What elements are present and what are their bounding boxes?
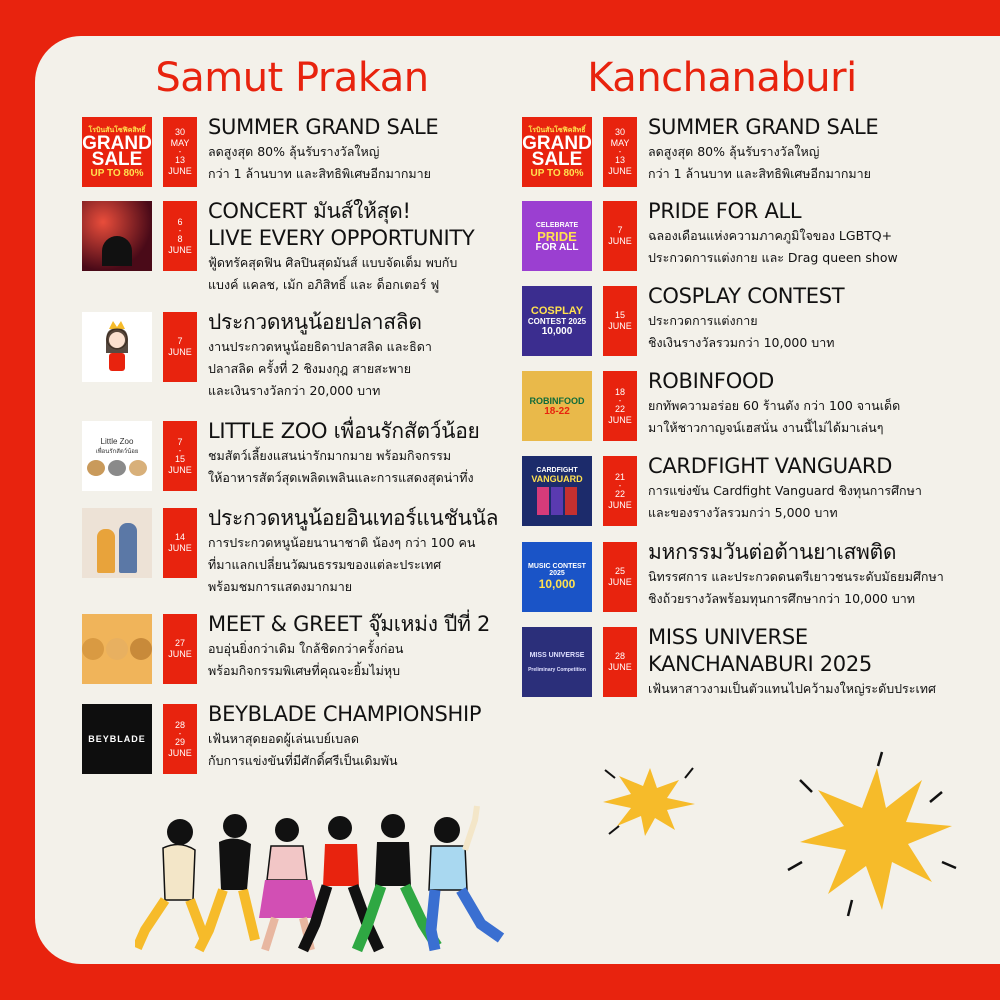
- event-desc: เฟ้นหาสาวงามเป็นตัวแทนไปคว้ามงใหญ่ระดับประเทศ: [648, 681, 936, 696]
- event-desc: ฟู้ดทรัคสุดฟิน ศิลปินสุดมันส์ แบบจัดเต็ม พบกับ: [208, 255, 458, 270]
- event-title: MISS UNIVERSE: [648, 625, 808, 649]
- samut-prakan-heading: Samut Prakan: [155, 55, 429, 101]
- event-desc: ชิงเงินรางวัลรวมกว่า 10,000 บาท: [648, 335, 835, 350]
- kanchanaburi-heading: Kanchanaburi: [587, 55, 857, 101]
- event-title: KANCHANABURI 2025: [648, 652, 872, 676]
- event-desc: ประกวดการแต่งกาย: [648, 313, 758, 328]
- event-title: ROBINFOOD: [648, 369, 775, 393]
- event-desc: อบอุ่นยิ่งกว่าเดิม ใกล้ชิดกว่าครั้งก่อน: [208, 641, 404, 656]
- event-title: PRIDE FOR ALL: [648, 199, 802, 223]
- girl-illustration-thumbnail: [82, 312, 152, 382]
- dogs-photo-thumbnail: [82, 614, 152, 684]
- event-title: ประกวดหนูน้อยปลาสลิด: [208, 310, 422, 334]
- event-desc: แบงค์ แคลช, เม้ก อภิสิทธิ์ และ ด็อกเตอร์ ฟู: [208, 277, 440, 292]
- small-star-burst-icon: [595, 760, 705, 840]
- event-desc: ประกวดการแต่งกาย และ Drag queen show: [648, 250, 898, 265]
- kanchanaburi-column: [522, 36, 962, 106]
- event-desc: งานประกวดหนูน้อยธิดาปลาสลิด และธิดา: [208, 339, 432, 354]
- large-star-burst-icon: [782, 750, 962, 920]
- date-badge: 28 - 29 JUNE: [163, 704, 197, 774]
- samut-prakan-column: [82, 36, 502, 106]
- date-badge: 30 MAY - 13 JUNE: [603, 117, 637, 187]
- event-desc: ยกทัพความอร่อย 60 ร้านดัง กว่า 100 จานเด็ด: [648, 398, 901, 413]
- event-desc: พร้อมกิจกรรมพิเศษที่คุณจะยิ้มไม่หุบ: [208, 663, 401, 678]
- concert-thumbnail: [82, 201, 152, 271]
- cosplay-thumbnail: COSPLAY CONTEST 2025 10,000: [522, 286, 592, 356]
- event-title: BEYBLADE CHAMPIONSHIP: [208, 702, 482, 726]
- event-title: LIVE EVERY OPPORTUNITY: [208, 226, 475, 250]
- event-desc: ปลาสลิด ครั้งที่ 2 ชิงมงกุฎ สายสะพาย: [208, 361, 412, 376]
- cardfight-thumbnail: CARDFIGHT VANGUARD: [522, 456, 592, 526]
- date-badge: 6 - 8 JUNE: [163, 201, 197, 271]
- event-desc: ให้อาหารสัตว์สุดเพลิดเพลินและการแสดงสุดน่าทึ่ง: [208, 470, 474, 485]
- dancing-people-illustration: [135, 800, 515, 960]
- event-desc: การประกวดหนูน้อยนานาชาติ น้องๆ กว่า 100 คน: [208, 535, 476, 550]
- date-badge: 7 JUNE: [163, 312, 197, 382]
- kids-photo-thumbnail: [82, 508, 152, 578]
- date-badge: 15 JUNE: [603, 286, 637, 356]
- date-badge: 18 - 22 JUNE: [603, 371, 637, 441]
- date-badge: 25 JUNE: [603, 542, 637, 612]
- event-desc: และของรางวัลรวมกว่า 5,000 บาท: [648, 505, 838, 520]
- event-desc: ฉลองเดือนแห่งความภาคภูมิใจของ LGBTQ+: [648, 228, 893, 243]
- little-zoo-thumbnail: Little Zoo เพื่อนรักสัตว์น้อย: [82, 421, 152, 491]
- event-desc: ที่มาแลกเปลี่ยนวัฒนธรรมของแต่ละประเทศ: [208, 557, 442, 572]
- girl-icon: [97, 317, 137, 377]
- event-title: มหกรรมวันต่อต้านยาเสพติด: [648, 540, 897, 564]
- event-title: SUMMER GRAND SALE: [208, 115, 439, 139]
- event-desc: การแข่งขัน Cardfight Vanguard ชิงทุนการศึกษา: [648, 483, 922, 498]
- event-desc: กว่า 1 ล้านบาท และสิทธิพิเศษอีกมากมาย: [208, 166, 431, 181]
- event-desc: กว่า 1 ล้านบาท และสิทธิพิเศษอีกมากมาย: [648, 166, 871, 181]
- date-badge: 14 JUNE: [163, 508, 197, 578]
- grand-sale-thumbnail: โรบินสันโซฟิคสิทธิ์ GRAND SALE UP TO 80%: [82, 117, 152, 187]
- event-title: COSPLAY CONTEST: [648, 284, 845, 308]
- event-desc: พร้อมชมการแสดงมากมาย: [208, 579, 353, 594]
- event-title: LITTLE ZOO เพื่อนรักสัตว์น้อย: [208, 419, 480, 443]
- event-desc: ลดสูงสุด 80% ลุ้นรับรางวัลใหญ่: [648, 144, 820, 159]
- date-badge: 28 JUNE: [603, 627, 637, 697]
- event-title: SUMMER GRAND SALE: [648, 115, 879, 139]
- event-desc: กับการแข่งขันที่มีศักดิ์ศรีเป็นเดิมพัน: [208, 753, 398, 768]
- beyblade-thumbnail: BEYBLADE: [82, 704, 152, 774]
- event-title: ประกวดหนูน้อยอินเทอร์แนชันนัล: [208, 506, 499, 530]
- event-desc: ชิงถ้วยรางวัลพร้อมทุนการศึกษากว่า 10,000 บาท: [648, 591, 916, 606]
- event-desc: นิทรรศการ และประกวดดนตรีเยาวชนระดับมัธยมศึกษา: [648, 569, 944, 584]
- date-badge: 27 JUNE: [163, 614, 197, 684]
- miss-universe-thumbnail: MISS UNIVERSE Preliminary Competition: [522, 627, 592, 697]
- event-desc: เฟ้นหาสุดยอดผู้เล่นเบย์เบลด: [208, 731, 359, 746]
- event-desc: และเงินรางวัลกว่า 20,000 บาท: [208, 383, 381, 398]
- robinfood-thumbnail: ROBINFOOD 18-22: [522, 371, 592, 441]
- pride-thumbnail: CELEBRATE PRIDE FOR ALL: [522, 201, 592, 271]
- event-title: MEET & GREET จุ๊มเหม่ง ปีที่ 2: [208, 612, 491, 636]
- music-contest-thumbnail: MUSIC CONTEST 2025 10,000: [522, 542, 592, 612]
- event-desc: ลดสูงสุด 80% ลุ้นรับรางวัลใหญ่: [208, 144, 380, 159]
- event-desc: ชมสัตว์เลี้ยงแสนน่ารักมากมาย พร้อมกิจกรรม: [208, 448, 452, 463]
- grand-sale-thumbnail: โรบินสันโซฟิคสิทธิ์ GRAND SALE UP TO 80%: [522, 117, 592, 187]
- event-title: CONCERT มันส์ให้สุด!: [208, 199, 411, 223]
- date-badge: 7 JUNE: [603, 201, 637, 271]
- date-badge: 7 - 15 JUNE: [163, 421, 197, 491]
- event-desc: มาให้ชาวกาญจน์เฮสนั่น งานนี้ไม่ได้มาเล่นๆ: [648, 420, 884, 435]
- date-badge: 30 MAY - 13 JUNE: [163, 117, 197, 187]
- event-title: CARDFIGHT VANGUARD: [648, 454, 893, 478]
- date-badge: 21 - 22 JUNE: [603, 456, 637, 526]
